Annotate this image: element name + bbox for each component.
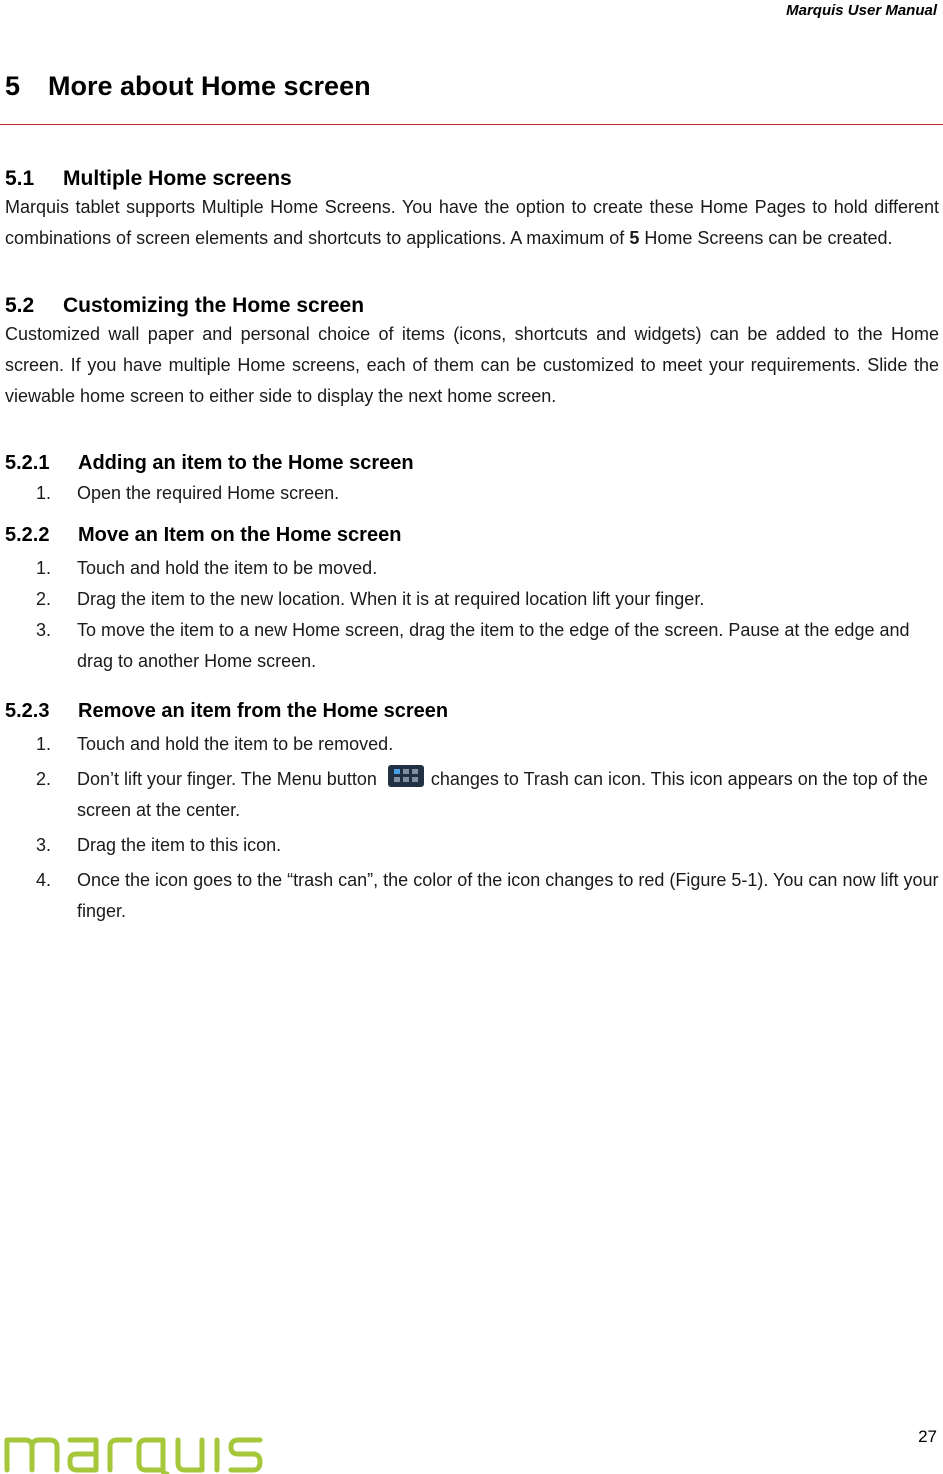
list-item: 2. Don’t lift your finger. The Menu button changes to Trash can icon. This icon appears on the top of the screen at the center. <box>5 764 939 826</box>
section-title: Multiple Home screens <box>63 167 292 190</box>
list-item: 1. Open the required Home screen. <box>36 483 340 503</box>
list-item: 1. Touch and hold the item to be moved. <box>36 558 378 578</box>
section-5-2-heading <box>5 291 939 321</box>
section-number: 5.2 <box>5 294 35 317</box>
section-5-2-2-heading <box>5 521 939 549</box>
section-number: 5.1 <box>5 167 35 190</box>
list-item: 3. Drag the item to this icon. <box>36 835 282 855</box>
chapter-heading <box>5 71 943 102</box>
steps-remove-item <box>5 729 939 927</box>
section-5-1-heading <box>5 164 939 194</box>
section-title: Adding an item to the Home screen <box>78 452 414 474</box>
list-item: 1. Touch and hold the item to be removed. <box>36 734 394 754</box>
steps-move-item <box>5 553 939 677</box>
max-home-count: 5 <box>629 228 640 248</box>
list-item: 4. Once the icon goes to the “trash can”, the color of the icon changes to red (Figure 5-1). You can now lift your finger. <box>36 870 939 921</box>
section-title: Move an Item on the Home screen <box>78 524 402 546</box>
list-item: 3. To move the item to a new Home screen, drag the item to the edge of the screen. Pause at the edge and drag to another Home screen. <box>36 620 910 671</box>
chapter-divider <box>0 124 943 125</box>
section-5-2-paragraph: Customized wall paper and personal choice of items (icons, shortcuts and widgets) can be added to the Home screen. If you have multiple Home screens, each of them can be customized to meet your requirements. Slide the viewable home screen to either side to display the next home screen. <box>5 324 939 406</box>
steps-add-item <box>5 478 939 509</box>
section-number: 5.2.2 <box>5 524 50 546</box>
section-5-2-1-heading <box>5 449 939 477</box>
section-5-1-paragraph: Marquis tablet supports Multiple Home Screens. You have the option to create these Home Pages to hold different combinations of screen elements and shortcuts to applications. A maximum of 5 Home Screens can be created. <box>5 197 939 248</box>
section-title: Customizing the Home screen <box>63 294 365 317</box>
section-number: 5.2.1 <box>5 452 50 474</box>
page-body <box>5 164 939 927</box>
chapter-number: 5 <box>5 71 21 101</box>
chapter-title: More about Home screen <box>48 71 371 101</box>
list-item: 2. Drag the item to the new location. When it is at required location lift your finger. <box>36 589 705 609</box>
marquis-logo <box>2 1434 264 1474</box>
section-number: 5.2.3 <box>5 700 50 722</box>
running-header: Marquis User Manual <box>786 2 937 19</box>
section-5-2-3-heading <box>5 697 939 725</box>
section-title: Remove an item from the Home screen <box>78 700 449 722</box>
menu-grid-icon <box>388 765 424 787</box>
page-number: 27 <box>918 1427 937 1446</box>
